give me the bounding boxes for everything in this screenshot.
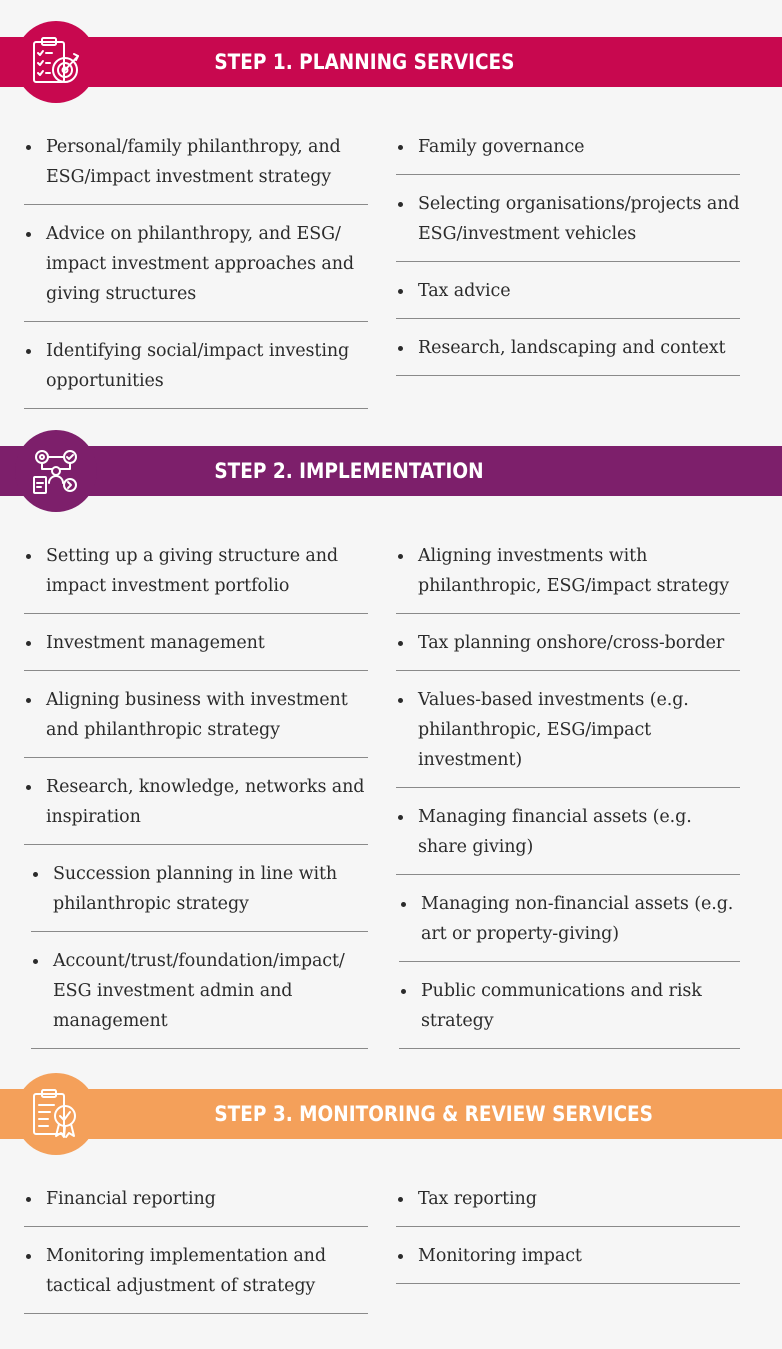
checklist-target-icon [28,34,84,90]
list-item: Personal/family philanthropy, and ESG/impact investment strategy [24,132,368,205]
list-item: Aligning business with investment and philanthropic strategy [24,685,368,758]
list-item: Tax reporting [396,1184,740,1227]
step2-left-list [24,541,368,1063]
list-item: Public communications and risk strategy [399,976,740,1049]
list-item: Research, knowledge, networks and inspiration [24,772,368,845]
list-item: Monitoring implementation and tactical adjustment of strategy [24,1241,368,1314]
list-item: Setting up a giving structure and impact investment portfolio [24,541,368,614]
step1-title: STEP 1. PLANNING SERVICES [214,50,515,74]
list-item: Financial reporting [24,1184,368,1227]
step3-header [0,1089,782,1139]
step1-badge [15,21,97,103]
step3-right-list [396,1184,740,1298]
list-item: Tax planning onshore/cross-border [396,628,740,671]
list-item: Investment management [24,628,368,671]
step2-right-list [396,541,740,1063]
step1-header [0,37,782,87]
list-item: Values-based investments (e.g. philanthropic, ESG/impact investment) [396,685,740,788]
step2-badge [15,430,97,512]
list-item: Managing financial assets (e.g. share giving) [396,802,740,875]
list-item: Identifying social/impact investing opportunities [24,336,368,409]
list-item: Advice on philanthropy, and ESG/ impact investment approaches and giving structures [24,219,368,322]
list-item: Monitoring impact [396,1241,740,1284]
step3-left-list [24,1184,368,1328]
list-item: Managing non-financial assets (e.g. art or property-giving) [399,889,740,962]
step3-title: STEP 3. MONITORING & REVIEW SERVICES [214,1102,653,1126]
process-network-icon [28,443,84,499]
step2-header [0,446,782,496]
step3-badge [15,1073,97,1155]
step1-left-list [24,132,368,423]
clipboard-award-icon [28,1086,84,1142]
list-item: Tax advice [396,276,740,319]
list-item: Account/trust/foundation/impact/ ESG investment admin and management [31,946,368,1049]
list-item: Family governance [396,132,740,175]
step2-title: STEP 2. IMPLEMENTATION [214,459,484,483]
step1-right-list [396,132,740,390]
list-item: Selecting organisations/projects and ESG/investment vehicles [396,189,740,262]
list-item: Succession planning in line with philanthropic strategy [31,859,368,932]
list-item: Aligning investments with philanthropic, ESG/impact strategy [396,541,740,614]
list-item: Research, landscaping and context [396,333,740,376]
